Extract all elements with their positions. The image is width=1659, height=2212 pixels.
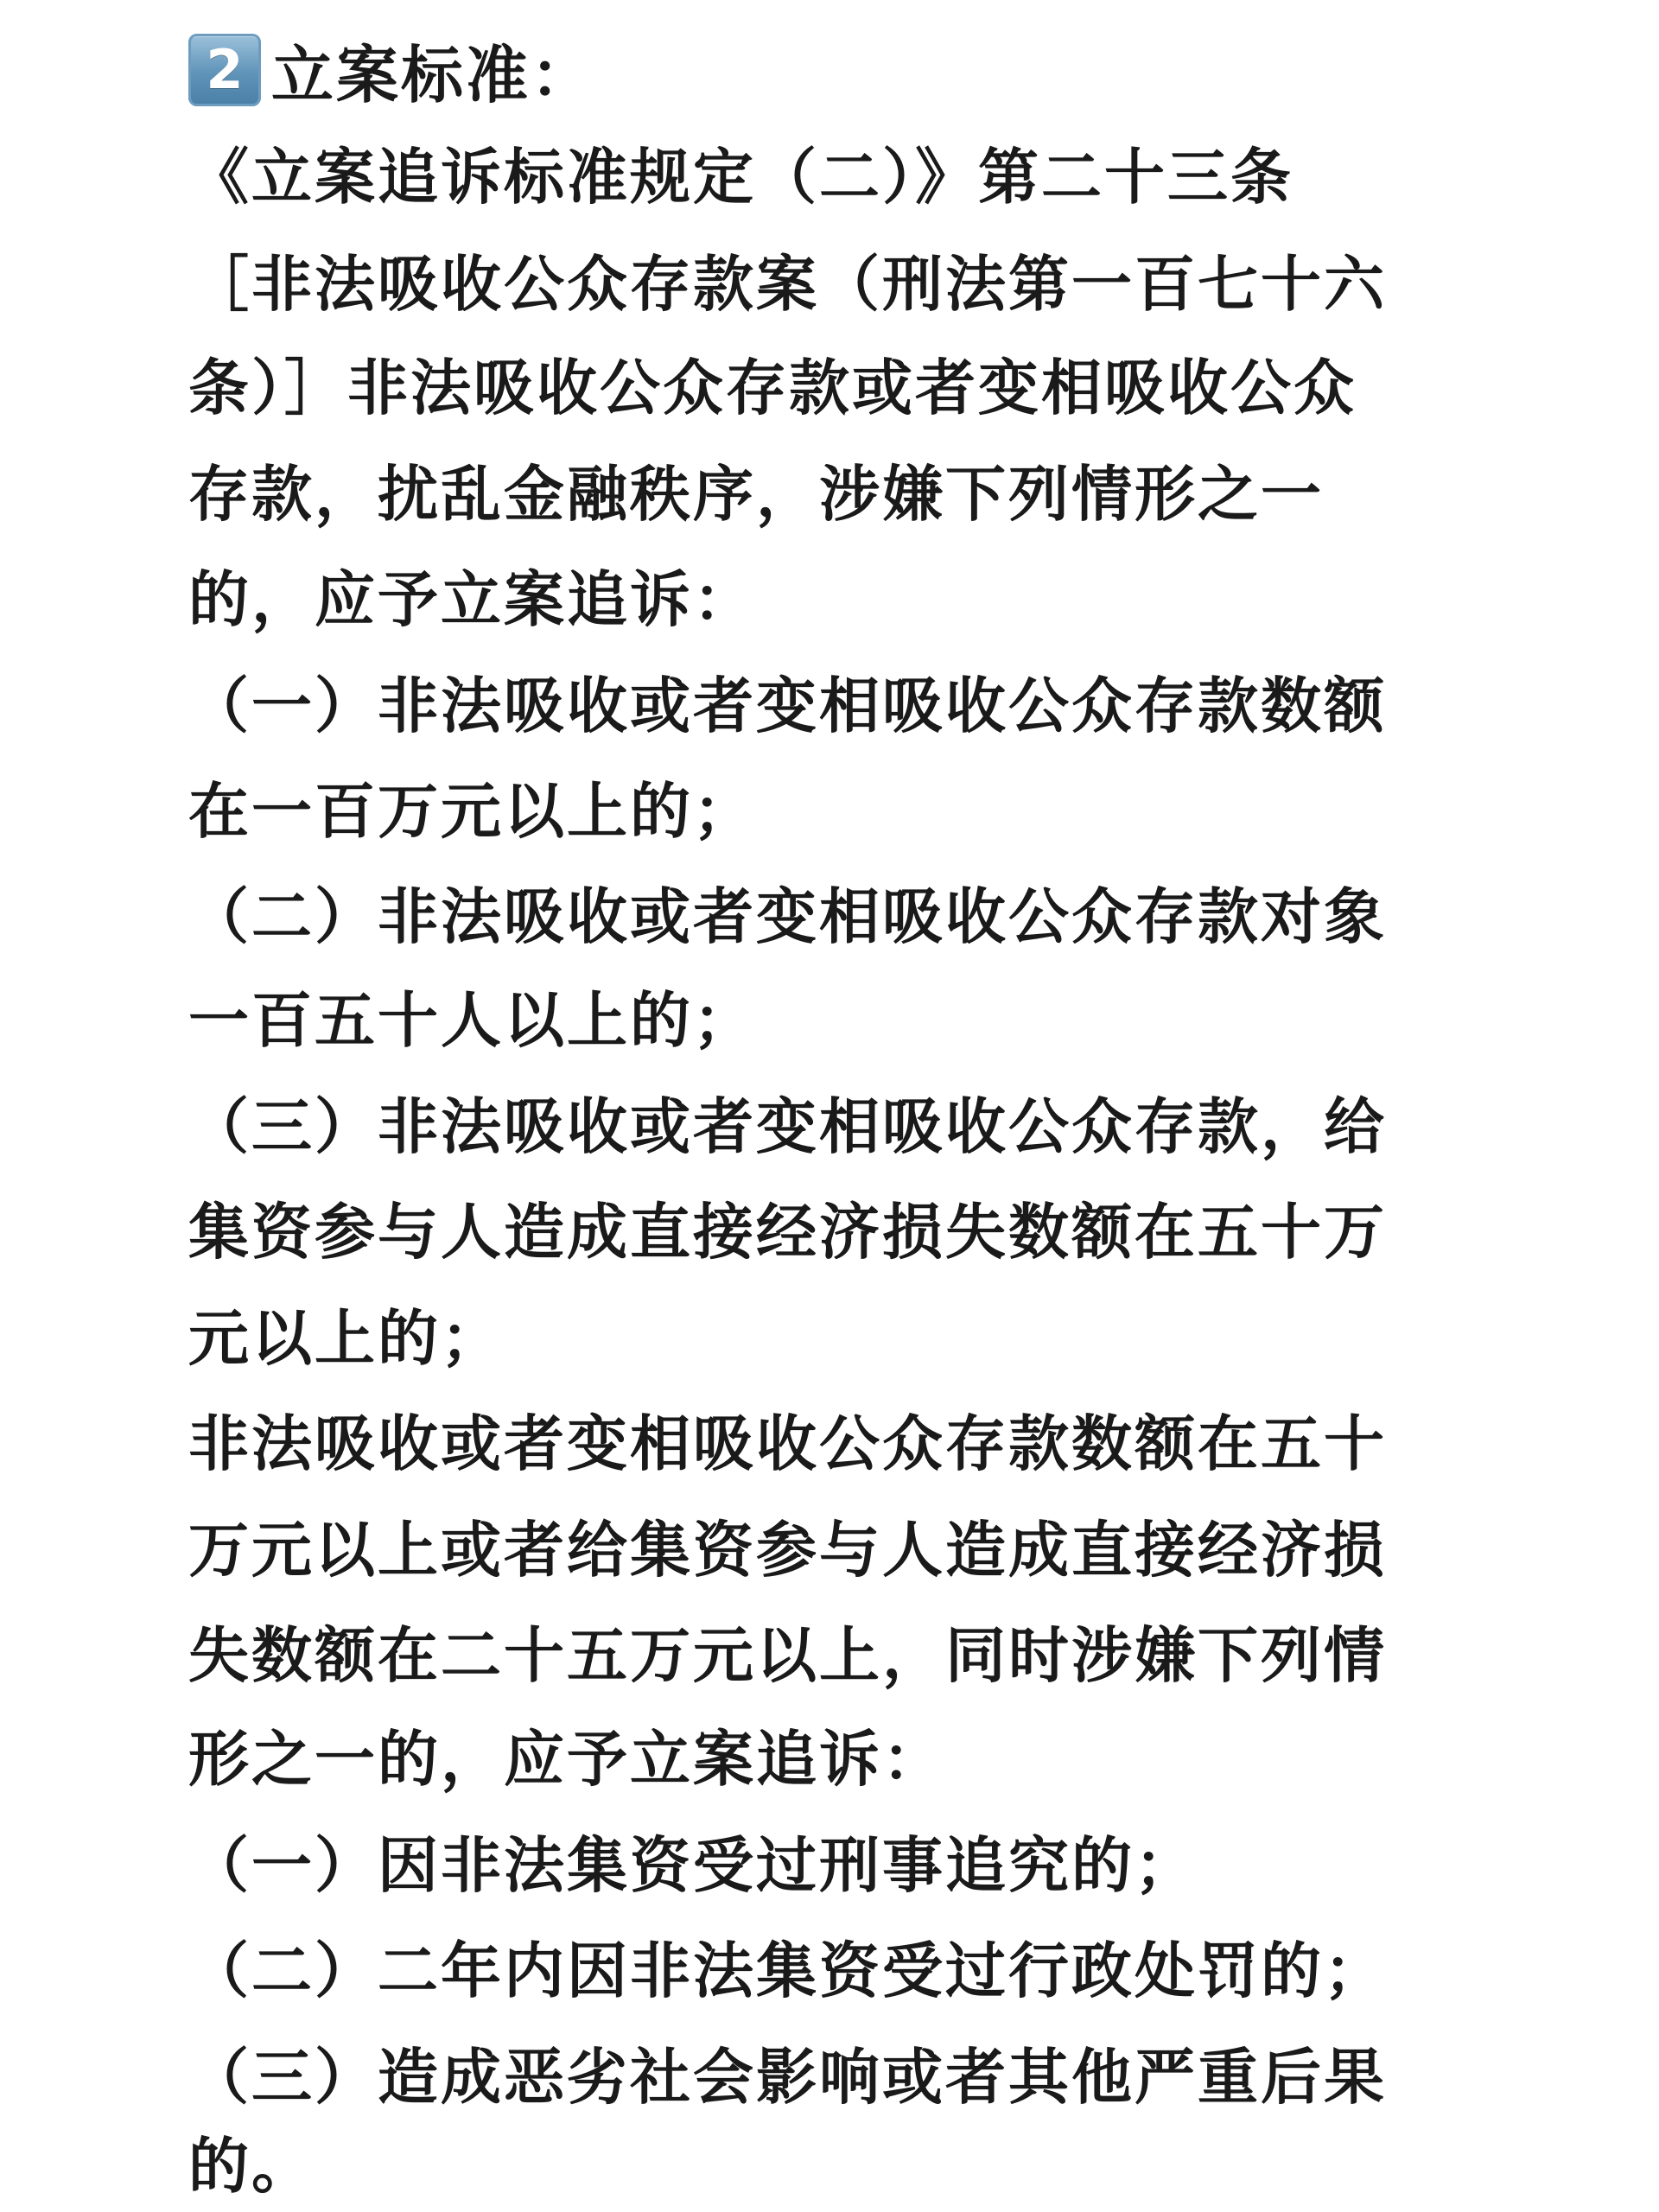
text-line: 形之一的，应予立案追诉：: [188, 1724, 945, 1795]
text-line: 集资参与人造成直接经济损失数额在五十万: [188, 1197, 1387, 1268]
text-line: （二）非法吸收或者变相吸收公众存款对象: [188, 881, 1387, 952]
text-line: 的。: [188, 2131, 315, 2202]
text-line: （三）非法吸收或者变相吸收公众存款，给: [188, 1091, 1387, 1162]
section-heading: [188, 31, 595, 109]
text-line: （二）二年内因非法集资受过行政处罚的；: [188, 1936, 1387, 2006]
text-line: （一）非法吸收或者变相吸收公众存款数额: [188, 671, 1387, 741]
text-line: 存款，扰乱金融秩序，涉嫌下列情形之一: [188, 459, 1324, 530]
text-line: 在一百万元以上的；: [188, 776, 756, 847]
section-title: 立案标准：: [271, 39, 596, 111]
keycap-number-icon: [188, 34, 261, 106]
text-line: （一）因非法集资受过刑事追究的；: [188, 1830, 1198, 1901]
text-line: 元以上的；: [188, 1303, 504, 1374]
text-line: 万元以上或者给集资参与人造成直接经济损: [188, 1515, 1387, 1586]
keycap-number: 2: [206, 38, 244, 101]
text-line: （三）造成恶劣社会影响或者其他严重后果: [188, 2042, 1387, 2113]
text-line: 一百五十人以上的；: [188, 985, 756, 1056]
text-line: 的，应予立案追诉：: [188, 564, 756, 635]
text-line: 非法吸收或者变相吸收公众存款数额在五十: [188, 1408, 1387, 1479]
text-line: ［非法吸收公众存款案（刑法第一百七十六: [188, 249, 1387, 320]
text-line: 条）］非法吸收公众存款或者变相吸收公众: [188, 353, 1357, 423]
text-line: 《立案追诉标准规定（二）》第二十三条: [188, 142, 1294, 213]
text-line: 失数额在二十五万元以上，同时涉嫌下列情: [188, 1620, 1387, 1691]
